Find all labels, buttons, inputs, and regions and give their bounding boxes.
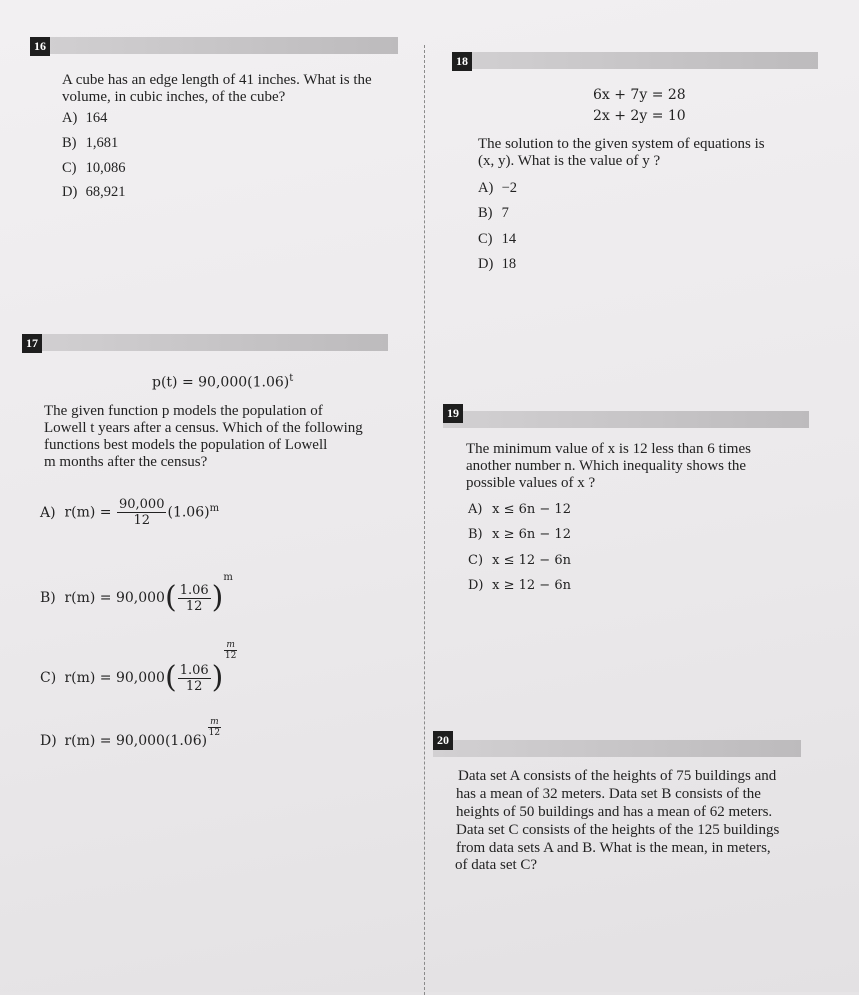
header-bar	[30, 37, 398, 54]
q17-option-c[interactable]	[40, 640, 238, 694]
question-17-header	[22, 334, 388, 351]
option-letter: A)	[62, 110, 78, 126]
fraction	[178, 583, 211, 614]
q19-text-line3: possible values of x ?	[466, 475, 596, 491]
question-16-header	[30, 37, 398, 54]
option-value: 7	[501, 205, 509, 221]
exponent-fraction	[208, 717, 221, 738]
function-expression: p(t) = 90,000(1.06)	[152, 374, 290, 391]
fraction-numerator: 90,000	[118, 497, 165, 512]
q17-option-b[interactable]	[40, 572, 233, 614]
q19-option-b[interactable]	[468, 527, 571, 542]
paren-right: )	[211, 660, 224, 695]
option-letter: B)	[40, 590, 56, 606]
fraction-denominator: 12	[185, 678, 203, 694]
q17-given-function	[152, 370, 293, 392]
question-16-text-line1: A cube has an edge length of 41 inches. What is the	[62, 72, 372, 88]
option-lhs: r(m) = 90,000	[64, 670, 165, 686]
option-letter: B)	[468, 527, 483, 542]
q20-text-line1: Data set A consists of the heights of 75 buildings and	[458, 768, 777, 784]
option-value: 68,921	[85, 184, 126, 200]
option-value: −2	[501, 180, 518, 196]
header-bar	[452, 52, 818, 69]
option-value: x ≥ 12 − 6n	[492, 578, 571, 593]
option-letter: A)	[40, 504, 56, 521]
fraction-numerator: 1.06	[179, 582, 209, 598]
fraction	[178, 663, 211, 694]
q16-option-a[interactable]	[62, 110, 107, 127]
exponent: m	[223, 572, 233, 583]
paren-right: )	[211, 580, 224, 615]
q20-text-line6: of data set C?	[455, 857, 538, 873]
exponent-numerator: m	[226, 640, 235, 650]
q17-option-d[interactable]	[40, 717, 222, 749]
q17-text-line1: The given function p models the population of	[44, 403, 323, 419]
column-divider	[424, 45, 425, 995]
option-letter: B)	[478, 205, 493, 221]
option-letter: A)	[478, 180, 494, 196]
option-letter: D)	[468, 578, 484, 593]
exponent-numerator: m	[210, 717, 219, 727]
q19-text-line1: The minimum value of x is 12 less than 6 times	[466, 441, 751, 457]
q17-text-line3: functions best models the population of Lowell	[44, 437, 328, 453]
q18-equation-2: 2x + 2y = 10	[593, 108, 686, 124]
function-exponent: t	[289, 373, 294, 384]
option-letter: D)	[62, 184, 78, 200]
q18-option-d[interactable]	[478, 256, 516, 273]
option-lhs: r(m) =	[64, 504, 112, 521]
q17-option-a[interactable]	[40, 497, 219, 528]
q18-equation-1: 6x + 7y = 28	[593, 87, 686, 103]
header-bar	[22, 334, 388, 351]
question-16-text-line2: volume, in cubic inches, of the cube?	[62, 89, 286, 105]
option-letter: C)	[478, 231, 493, 247]
question-18-text-line2: (x, y). What is the value of y ?	[478, 153, 661, 169]
paren-left: (	[164, 660, 177, 695]
question-18-header	[452, 52, 818, 69]
option-lhs: r(m) = 90,000	[64, 590, 165, 606]
option-value: x ≤ 6n − 12	[492, 502, 571, 517]
question-number: 16	[30, 37, 50, 56]
option-value: 14	[501, 231, 517, 247]
option-letter: C)	[468, 553, 484, 568]
question-number: 18	[452, 52, 472, 71]
exponent-fraction	[224, 640, 237, 661]
q17-text-line4: m months after the census?	[44, 454, 208, 470]
q20-text-line2: has a mean of 32 meters. Data set B consists of the	[456, 786, 761, 802]
q17-text-line2: Lowell t years after a census. Which of the following	[44, 420, 363, 436]
q20-text-line4: Data set C consists of the heights of the 125 buildings	[456, 822, 780, 838]
question-18-text-line1: The solution to the given system of equations is	[478, 136, 765, 152]
q16-option-b[interactable]	[62, 135, 118, 152]
option-rest: (1.06)	[167, 504, 210, 521]
paren-left: (	[164, 580, 177, 615]
q18-option-b[interactable]	[478, 205, 509, 222]
q19-option-a[interactable]	[468, 502, 571, 517]
q18-option-a[interactable]	[478, 180, 517, 197]
fraction-denominator: 12	[133, 513, 150, 528]
option-letter: D)	[478, 256, 494, 272]
header-bar	[443, 411, 809, 428]
question-19-header	[443, 404, 809, 421]
option-value: 164	[85, 110, 108, 126]
exponent: m	[209, 502, 220, 514]
q16-option-d[interactable]	[62, 184, 126, 201]
exponent-denominator: 12	[208, 728, 221, 738]
option-value: 1,681	[85, 135, 119, 151]
q20-text-line3: heights of 50 buildings and has a mean of 62 meters.	[456, 804, 773, 820]
exponent-denominator: 12	[224, 651, 237, 661]
option-value: x ≤ 12 − 6n	[492, 553, 571, 568]
option-letter: B)	[62, 135, 77, 151]
fraction	[117, 497, 167, 528]
question-number: 17	[22, 334, 42, 353]
q18-option-c[interactable]	[478, 231, 516, 248]
option-letter: C)	[62, 160, 77, 176]
option-letter: D)	[40, 733, 57, 749]
q20-text-line5: from data sets A and B. What is the mean, in meters,	[456, 840, 771, 856]
question-number: 20	[433, 731, 453, 750]
option-lhs: r(m) = 90,000(1.06)	[64, 733, 208, 749]
question-20-header	[433, 731, 801, 748]
q19-option-c[interactable]	[468, 553, 571, 568]
option-value: 18	[501, 256, 517, 272]
fraction-numerator: 1.06	[179, 662, 209, 678]
q16-option-c[interactable]	[62, 160, 126, 177]
option-value: 10,086	[85, 160, 126, 176]
q19-option-d[interactable]	[468, 578, 571, 593]
header-bar	[433, 740, 801, 757]
option-letter: C)	[40, 670, 57, 686]
question-number: 19	[443, 404, 463, 423]
fraction-denominator: 12	[185, 598, 203, 614]
q19-text-line2: another number n. Which inequality shows the	[466, 458, 747, 474]
option-letter: A)	[468, 502, 483, 517]
option-value: x ≥ 6n − 12	[492, 527, 571, 542]
